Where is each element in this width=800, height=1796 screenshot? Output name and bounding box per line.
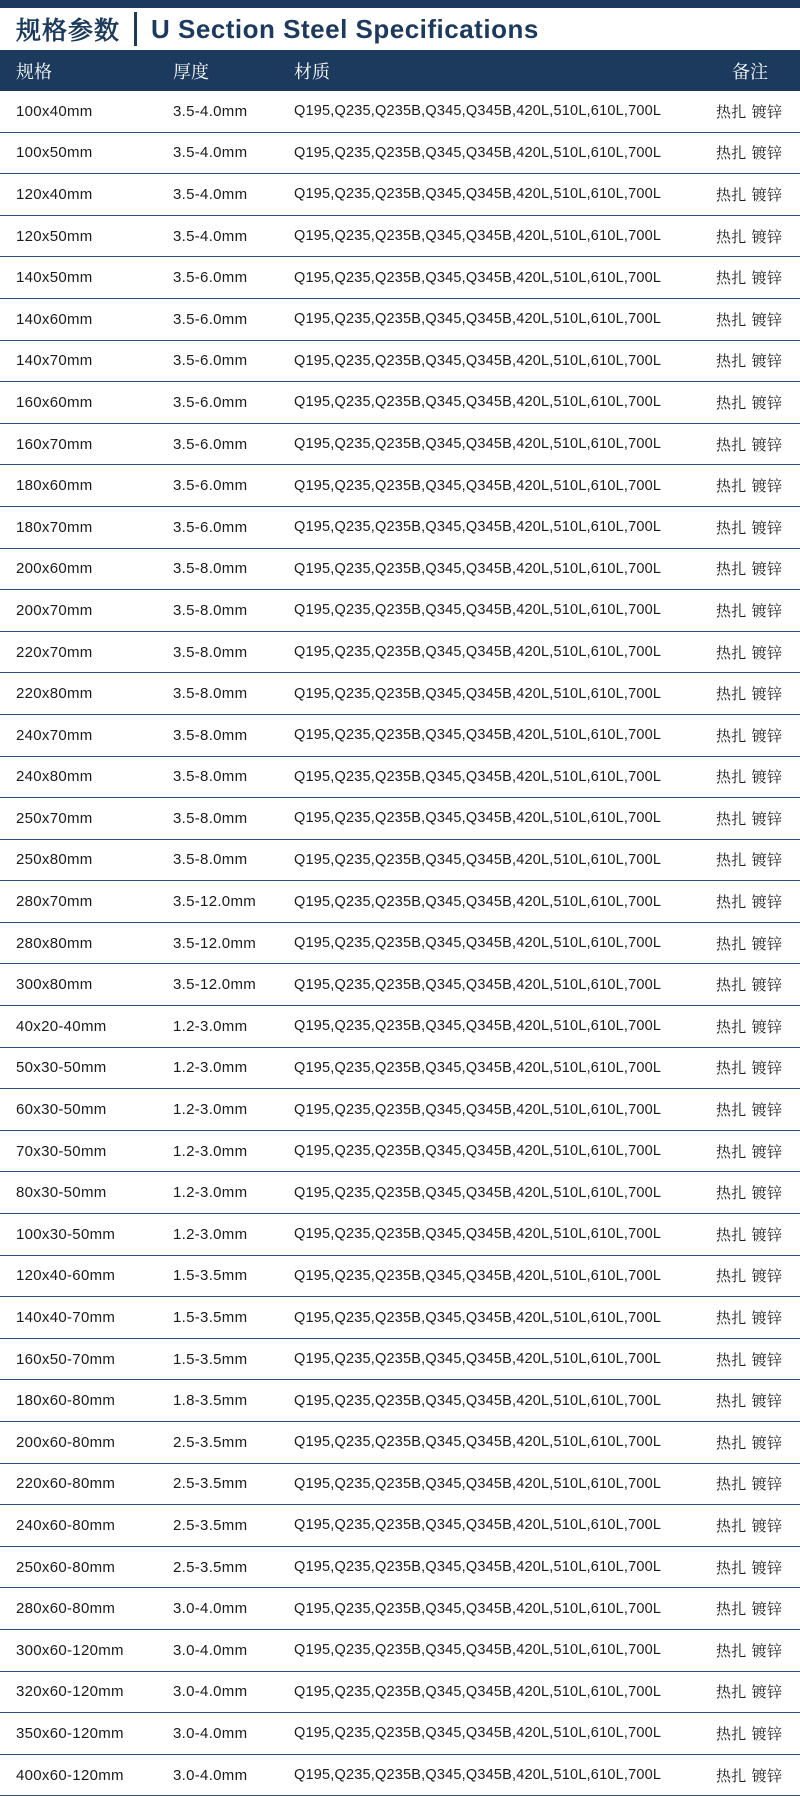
cell-material: Q195,Q235,Q235B,Q345,Q345B,420L,510L,610L,700L bbox=[294, 1143, 662, 1160]
cell-thickness: 3.5-8.0mm bbox=[173, 726, 248, 744]
table-row bbox=[0, 590, 800, 632]
cell-thickness: 1.8-3.5mm bbox=[173, 1392, 248, 1410]
cell-material: Q195,Q235,Q235B,Q345,Q345B,420L,510L,610L,700L bbox=[294, 103, 662, 120]
cell-note: 热扎 镀锌 bbox=[716, 1267, 783, 1286]
cell-thickness: 3.5-6.0mm bbox=[173, 477, 248, 495]
table-row bbox=[0, 1131, 800, 1173]
cell-note: 热扎 镀锌 bbox=[716, 934, 783, 953]
cell-note: 热扎 镀锌 bbox=[716, 560, 783, 579]
cell-size: 250x70mm bbox=[16, 809, 93, 827]
cell-thickness: 2.5-3.5mm bbox=[173, 1433, 248, 1451]
cell-note: 热扎 镀锌 bbox=[716, 976, 783, 995]
cell-size: 400x60-120mm bbox=[16, 1766, 124, 1784]
title-row bbox=[0, 8, 800, 50]
cell-note: 热扎 镀锌 bbox=[716, 269, 783, 288]
cell-note: 热扎 镀锌 bbox=[716, 643, 783, 662]
cell-thickness: 3.5-4.0mm bbox=[173, 144, 248, 162]
cell-note: 热扎 镀锌 bbox=[716, 1516, 783, 1535]
cell-material: Q195,Q235,Q235B,Q345,Q345B,420L,510L,610L,700L bbox=[294, 1184, 662, 1201]
title-chinese: 规格参数 bbox=[16, 16, 121, 45]
cell-note: 热扎 镀锌 bbox=[716, 1017, 783, 1036]
cell-material: Q195,Q235,Q235B,Q345,Q345B,420L,510L,610L,700L bbox=[294, 352, 662, 369]
cell-size: 60x30-50mm bbox=[16, 1101, 107, 1119]
cell-note: 热扎 镀锌 bbox=[716, 102, 783, 121]
cell-note: 热扎 镀锌 bbox=[716, 1142, 783, 1161]
cell-size: 40x20-40mm bbox=[16, 1017, 107, 1035]
cell-thickness: 3.5-6.0mm bbox=[173, 518, 248, 536]
cell-material: Q195,Q235,Q235B,Q345,Q345B,420L,510L,610L,700L bbox=[294, 560, 662, 577]
cell-size: 350x60-120mm bbox=[16, 1724, 124, 1742]
cell-size: 80x30-50mm bbox=[16, 1184, 107, 1202]
table-row bbox=[0, 174, 800, 216]
cell-thickness: 3.5-8.0mm bbox=[173, 809, 248, 827]
table-row bbox=[0, 964, 800, 1006]
header-note: 备注 bbox=[732, 61, 768, 83]
cell-material: Q195,Q235,Q235B,Q345,Q345B,420L,510L,610L,700L bbox=[294, 893, 662, 910]
cell-size: 160x50-70mm bbox=[16, 1350, 116, 1368]
cell-size: 160x70mm bbox=[16, 435, 93, 453]
cell-thickness: 3.5-8.0mm bbox=[173, 643, 248, 661]
cell-size: 250x60-80mm bbox=[16, 1558, 116, 1576]
cell-material: Q195,Q235,Q235B,Q345,Q345B,420L,510L,610L,700L bbox=[294, 1392, 662, 1409]
title-english: U Section Steel Specifications bbox=[151, 13, 539, 44]
cell-material: Q195,Q235,Q235B,Q345,Q345B,420L,510L,610L,700L bbox=[294, 935, 662, 952]
cell-size: 100x50mm bbox=[16, 144, 93, 162]
table-row bbox=[0, 1089, 800, 1131]
cell-thickness: 3.0-4.0mm bbox=[173, 1600, 248, 1618]
top-accent-bar bbox=[0, 0, 800, 8]
cell-thickness: 3.5-8.0mm bbox=[173, 560, 248, 578]
cell-material: Q195,Q235,Q235B,Q345,Q345B,420L,510L,610L,700L bbox=[294, 477, 662, 494]
header-material: 材质 bbox=[294, 61, 330, 83]
cell-thickness: 1.2-3.0mm bbox=[173, 1225, 248, 1243]
cell-note: 热扎 镀锌 bbox=[716, 435, 783, 454]
cell-thickness: 3.5-12.0mm bbox=[173, 934, 257, 952]
table-row bbox=[0, 424, 800, 466]
cell-note: 热扎 镀锌 bbox=[716, 1558, 783, 1577]
cell-size: 320x60-120mm bbox=[16, 1683, 124, 1701]
cell-size: 240x60-80mm bbox=[16, 1516, 116, 1534]
cell-note: 热扎 镀锌 bbox=[716, 1059, 783, 1078]
table-row bbox=[0, 549, 800, 591]
cell-material: Q195,Q235,Q235B,Q345,Q345B,420L,510L,610L,700L bbox=[294, 851, 662, 868]
table-row bbox=[0, 715, 800, 757]
cell-note: 热扎 镀锌 bbox=[716, 477, 783, 496]
table-row bbox=[0, 881, 800, 923]
cell-note: 热扎 镀锌 bbox=[716, 726, 783, 745]
cell-size: 160x60mm bbox=[16, 393, 93, 411]
table-row bbox=[0, 1713, 800, 1755]
cell-material: Q195,Q235,Q235B,Q345,Q345B,420L,510L,610L,700L bbox=[294, 311, 662, 328]
table-row bbox=[0, 1048, 800, 1090]
cell-note: 热扎 镀锌 bbox=[716, 809, 783, 828]
cell-note: 热扎 镀锌 bbox=[716, 310, 783, 329]
table-row bbox=[0, 1630, 800, 1672]
table-row bbox=[0, 465, 800, 507]
cell-material: Q195,Q235,Q235B,Q345,Q345B,420L,510L,610L,700L bbox=[294, 1600, 662, 1617]
table-row bbox=[0, 1006, 800, 1048]
cell-note: 热扎 镀锌 bbox=[716, 768, 783, 787]
cell-material: Q195,Q235,Q235B,Q345,Q345B,420L,510L,610L,700L bbox=[294, 976, 662, 993]
cell-thickness: 3.5-8.0mm bbox=[173, 768, 248, 786]
cell-size: 220x60-80mm bbox=[16, 1475, 116, 1493]
table-row bbox=[0, 1422, 800, 1464]
cell-material: Q195,Q235,Q235B,Q345,Q345B,420L,510L,610L,700L bbox=[294, 1559, 662, 1576]
cell-material: Q195,Q235,Q235B,Q345,Q345B,420L,510L,610L,700L bbox=[294, 727, 662, 744]
cell-note: 热扎 镀锌 bbox=[716, 1392, 783, 1411]
cell-note: 热扎 镀锌 bbox=[716, 851, 783, 870]
cell-size: 240x70mm bbox=[16, 726, 93, 744]
cell-note: 热扎 镀锌 bbox=[716, 1724, 783, 1743]
cell-material: Q195,Q235,Q235B,Q345,Q345B,420L,510L,610L,700L bbox=[294, 228, 662, 245]
table-row bbox=[0, 632, 800, 674]
cell-thickness: 3.5-12.0mm bbox=[173, 976, 257, 994]
cell-size: 50x30-50mm bbox=[16, 1059, 107, 1077]
cell-material: Q195,Q235,Q235B,Q345,Q345B,420L,510L,610L,700L bbox=[294, 644, 662, 661]
table-row bbox=[0, 1464, 800, 1506]
table-row bbox=[0, 91, 800, 133]
cell-material: Q195,Q235,Q235B,Q345,Q345B,420L,510L,610L,700L bbox=[294, 1309, 662, 1326]
table-body bbox=[0, 91, 800, 1796]
table-row bbox=[0, 1672, 800, 1714]
cell-size: 120x40mm bbox=[16, 185, 93, 203]
cell-note: 热扎 镀锌 bbox=[716, 1433, 783, 1452]
cell-size: 240x80mm bbox=[16, 768, 93, 786]
title-divider bbox=[134, 12, 137, 46]
cell-thickness: 3.5-8.0mm bbox=[173, 685, 248, 703]
header-size: 规格 bbox=[16, 61, 52, 83]
cell-note: 热扎 镀锌 bbox=[716, 1641, 783, 1660]
cell-size: 120x40-60mm bbox=[16, 1267, 116, 1285]
cell-thickness: 3.5-4.0mm bbox=[173, 185, 248, 203]
table-row bbox=[0, 757, 800, 799]
cell-size: 280x70mm bbox=[16, 893, 93, 911]
cell-material: Q195,Q235,Q235B,Q345,Q345B,420L,510L,610L,700L bbox=[294, 768, 662, 785]
cell-size: 280x80mm bbox=[16, 934, 93, 952]
table-row bbox=[0, 1588, 800, 1630]
cell-size: 180x60mm bbox=[16, 477, 93, 495]
cell-thickness: 3.5-6.0mm bbox=[173, 310, 248, 328]
cell-note: 热扎 镀锌 bbox=[716, 1184, 783, 1203]
cell-note: 热扎 镀锌 bbox=[716, 1766, 783, 1785]
cell-note: 热扎 镀锌 bbox=[716, 1225, 783, 1244]
cell-material: Q195,Q235,Q235B,Q345,Q345B,420L,510L,610L,700L bbox=[294, 1725, 662, 1742]
table-row bbox=[0, 216, 800, 258]
cell-thickness: 2.5-3.5mm bbox=[173, 1475, 248, 1493]
cell-size: 200x60mm bbox=[16, 560, 93, 578]
table-row bbox=[0, 1297, 800, 1339]
cell-material: Q195,Q235,Q235B,Q345,Q345B,420L,510L,610L,700L bbox=[294, 1059, 662, 1076]
cell-size: 140x40-70mm bbox=[16, 1309, 116, 1327]
cell-size: 200x60-80mm bbox=[16, 1433, 116, 1451]
cell-size: 100x30-50mm bbox=[16, 1225, 116, 1243]
cell-size: 250x80mm bbox=[16, 851, 93, 869]
cell-thickness: 3.0-4.0mm bbox=[173, 1641, 248, 1659]
cell-note: 热扎 镀锌 bbox=[716, 893, 783, 912]
table-row bbox=[0, 133, 800, 175]
cell-thickness: 3.5-4.0mm bbox=[173, 102, 248, 120]
cell-material: Q195,Q235,Q235B,Q345,Q345B,420L,510L,610L,700L bbox=[294, 519, 662, 536]
cell-material: Q195,Q235,Q235B,Q345,Q345B,420L,510L,610L,700L bbox=[294, 1101, 662, 1118]
cell-note: 热扎 镀锌 bbox=[716, 601, 783, 620]
cell-size: 100x40mm bbox=[16, 102, 93, 120]
cell-note: 热扎 镀锌 bbox=[716, 1683, 783, 1702]
cell-note: 热扎 镀锌 bbox=[716, 1309, 783, 1328]
cell-size: 180x70mm bbox=[16, 518, 93, 536]
table-row bbox=[0, 1339, 800, 1381]
cell-size: 120x50mm bbox=[16, 227, 93, 245]
cell-material: Q195,Q235,Q235B,Q345,Q345B,420L,510L,610L,700L bbox=[294, 1642, 662, 1659]
cell-material: Q195,Q235,Q235B,Q345,Q345B,420L,510L,610L,700L bbox=[294, 144, 662, 161]
cell-thickness: 1.5-3.5mm bbox=[173, 1350, 248, 1368]
cell-size: 280x60-80mm bbox=[16, 1600, 116, 1618]
table-row bbox=[0, 1505, 800, 1547]
cell-thickness: 2.5-3.5mm bbox=[173, 1558, 248, 1576]
cell-material: Q195,Q235,Q235B,Q345,Q345B,420L,510L,610L,700L bbox=[294, 436, 662, 453]
cell-note: 热扎 镀锌 bbox=[716, 685, 783, 704]
cell-material: Q195,Q235,Q235B,Q345,Q345B,420L,510L,610L,700L bbox=[294, 685, 662, 702]
cell-thickness: 1.2-3.0mm bbox=[173, 1101, 248, 1119]
cell-thickness: 3.5-8.0mm bbox=[173, 851, 248, 869]
cell-thickness: 3.5-8.0mm bbox=[173, 601, 248, 619]
cell-material: Q195,Q235,Q235B,Q345,Q345B,420L,510L,610L,700L bbox=[294, 1434, 662, 1451]
cell-size: 140x60mm bbox=[16, 310, 93, 328]
table-header bbox=[0, 50, 800, 91]
table-row bbox=[0, 1172, 800, 1214]
cell-material: Q195,Q235,Q235B,Q345,Q345B,420L,510L,610L,700L bbox=[294, 1351, 662, 1368]
table-row bbox=[0, 1755, 800, 1796]
table-row bbox=[0, 923, 800, 965]
cell-thickness: 1.5-3.5mm bbox=[173, 1309, 248, 1327]
cell-material: Q195,Q235,Q235B,Q345,Q345B,420L,510L,610L,700L bbox=[294, 1475, 662, 1492]
cell-size: 220x80mm bbox=[16, 685, 93, 703]
table-row bbox=[0, 382, 800, 424]
cell-material: Q195,Q235,Q235B,Q345,Q345B,420L,510L,610L,700L bbox=[294, 1267, 662, 1284]
cell-note: 热扎 镀锌 bbox=[716, 1350, 783, 1369]
cell-note: 热扎 镀锌 bbox=[716, 144, 783, 163]
table-row bbox=[0, 1380, 800, 1422]
table-row bbox=[0, 257, 800, 299]
cell-material: Q195,Q235,Q235B,Q345,Q345B,420L,510L,610L,700L bbox=[294, 1517, 662, 1534]
cell-size: 70x30-50mm bbox=[16, 1142, 107, 1160]
cell-thickness: 3.0-4.0mm bbox=[173, 1683, 248, 1701]
table-row bbox=[0, 673, 800, 715]
table-row bbox=[0, 798, 800, 840]
table-row bbox=[0, 341, 800, 383]
cell-note: 热扎 镀锌 bbox=[716, 185, 783, 204]
cell-material: Q195,Q235,Q235B,Q345,Q345B,420L,510L,610L,700L bbox=[294, 1767, 662, 1784]
header-thickness: 厚度 bbox=[173, 61, 209, 83]
cell-thickness: 3.5-12.0mm bbox=[173, 893, 257, 911]
table-row bbox=[0, 507, 800, 549]
cell-thickness: 3.5-6.0mm bbox=[173, 352, 248, 370]
table-row bbox=[0, 1256, 800, 1298]
cell-note: 热扎 镀锌 bbox=[716, 1101, 783, 1120]
table-row bbox=[0, 299, 800, 341]
cell-thickness: 1.2-3.0mm bbox=[173, 1017, 248, 1035]
cell-note: 热扎 镀锌 bbox=[716, 227, 783, 246]
cell-thickness: 3.0-4.0mm bbox=[173, 1766, 248, 1784]
cell-thickness: 1.2-3.0mm bbox=[173, 1142, 248, 1160]
cell-material: Q195,Q235,Q235B,Q345,Q345B,420L,510L,610L,700L bbox=[294, 269, 662, 286]
cell-note: 热扎 镀锌 bbox=[716, 1600, 783, 1619]
cell-thickness: 1.5-3.5mm bbox=[173, 1267, 248, 1285]
cell-size: 300x80mm bbox=[16, 976, 93, 994]
table-row bbox=[0, 840, 800, 882]
cell-thickness: 3.5-6.0mm bbox=[173, 269, 248, 287]
cell-thickness: 1.2-3.0mm bbox=[173, 1059, 248, 1077]
cell-material: Q195,Q235,Q235B,Q345,Q345B,420L,510L,610L,700L bbox=[294, 1226, 662, 1243]
cell-material: Q195,Q235,Q235B,Q345,Q345B,420L,510L,610L,700L bbox=[294, 602, 662, 619]
cell-size: 180x60-80mm bbox=[16, 1392, 116, 1410]
cell-material: Q195,Q235,Q235B,Q345,Q345B,420L,510L,610L,700L bbox=[294, 810, 662, 827]
cell-size: 200x70mm bbox=[16, 601, 93, 619]
cell-thickness: 1.2-3.0mm bbox=[173, 1184, 248, 1202]
cell-note: 热扎 镀锌 bbox=[716, 393, 783, 412]
cell-thickness: 3.5-4.0mm bbox=[173, 227, 248, 245]
cell-material: Q195,Q235,Q235B,Q345,Q345B,420L,510L,610L,700L bbox=[294, 394, 662, 411]
table-row bbox=[0, 1214, 800, 1256]
cell-material: Q195,Q235,Q235B,Q345,Q345B,420L,510L,610L,700L bbox=[294, 1018, 662, 1035]
cell-note: 热扎 镀锌 bbox=[716, 1475, 783, 1494]
cell-note: 热扎 镀锌 bbox=[716, 518, 783, 537]
cell-material: Q195,Q235,Q235B,Q345,Q345B,420L,510L,610L,700L bbox=[294, 186, 662, 203]
cell-size: 220x70mm bbox=[16, 643, 93, 661]
cell-material: Q195,Q235,Q235B,Q345,Q345B,420L,510L,610L,700L bbox=[294, 1683, 662, 1700]
cell-note: 热扎 镀锌 bbox=[716, 352, 783, 371]
cell-size: 300x60-120mm bbox=[16, 1641, 124, 1659]
cell-thickness: 3.0-4.0mm bbox=[173, 1724, 248, 1742]
cell-size: 140x50mm bbox=[16, 269, 93, 287]
cell-thickness: 3.5-6.0mm bbox=[173, 393, 248, 411]
table-row bbox=[0, 1547, 800, 1589]
cell-thickness: 2.5-3.5mm bbox=[173, 1516, 248, 1534]
cell-size: 140x70mm bbox=[16, 352, 93, 370]
cell-thickness: 3.5-6.0mm bbox=[173, 435, 248, 453]
